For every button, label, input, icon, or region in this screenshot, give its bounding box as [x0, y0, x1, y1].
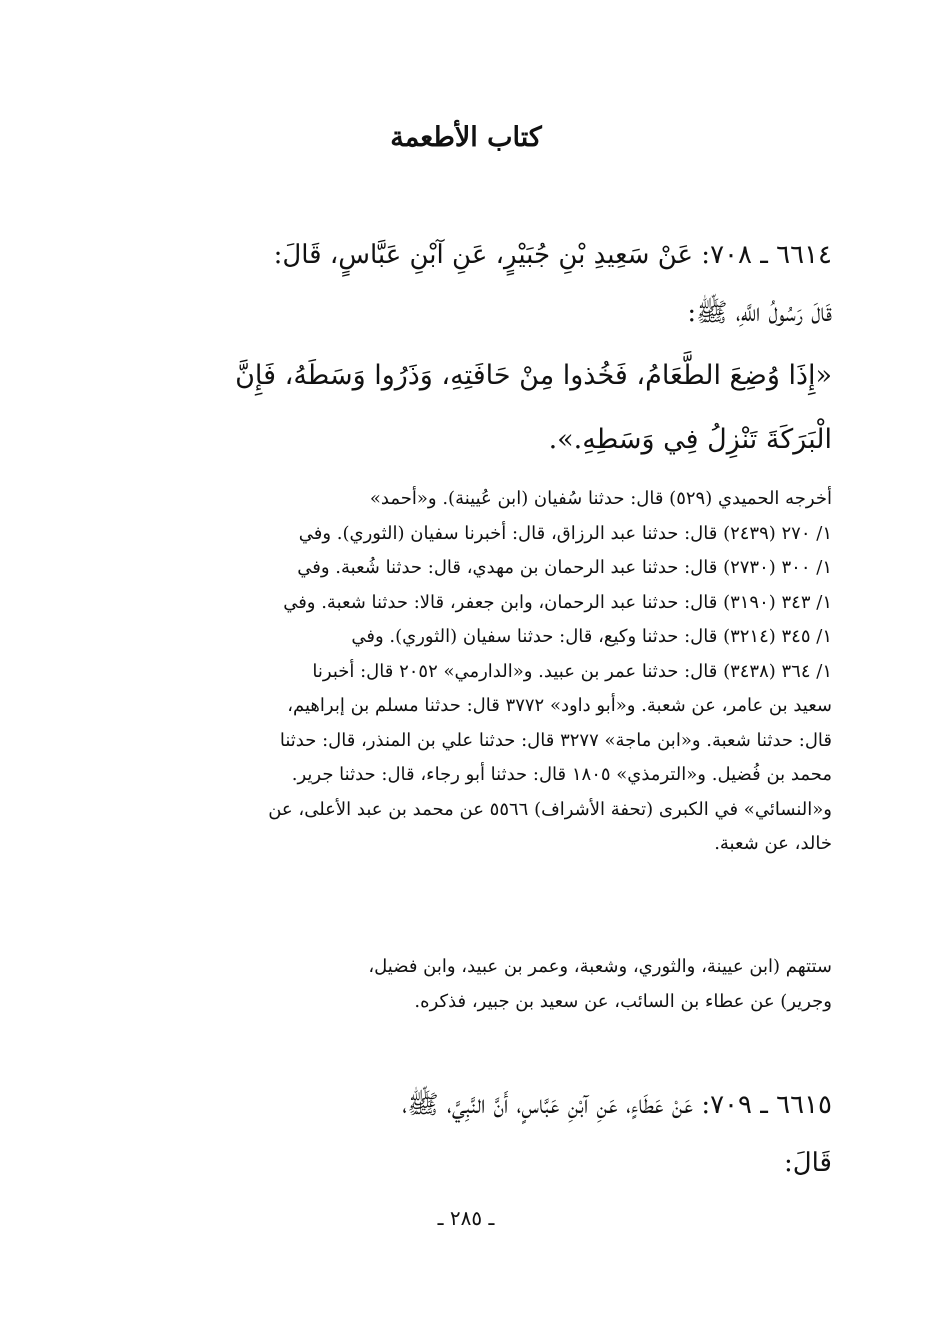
summary-line-1: ستتهم (ابن عيينة، والثوري، وشعبة، وعمر بن عبيد، وابن فضيل،	[368, 956, 832, 977]
takhrij-line-3: ١/ ٣٠٠ (٢٧٣٠) قال: حدثنا عبد الرحمان بن مهدي، قال: حدثنا شُعبة. وفي	[297, 557, 832, 578]
takhrij-line-2: ١/ ٢٧٠ (٢٤٣٩) قال: حدثنا عبد الرزاق، قال: أخبرنا سفيان (الثوري). وفي	[298, 522, 832, 544]
takhrij-line-9: محمد بن فُضيل. و«الترمذي» ١٨٠٥ قال: حدثنا أبو رجاء، قال: حدثنا جرير.	[291, 764, 832, 785]
page-number: ـ ٢٨٥ ـ	[437, 1206, 495, 1230]
takhrij-line-5: ١/ ٣٤٥ (٣٢١٤) قال: حدثنا وكيع، قال: حدثنا سفيان (الثوري). وفي	[351, 626, 832, 647]
takhrij-paragraph	[120, 482, 832, 862]
hadith-6615-isnad	[120, 1076, 832, 1192]
hadith-6614-line-2: قَالَ رَسُولُ اللَّهِ، ﷺ:	[687, 298, 832, 328]
takhrij-line-7: سعيد بن عامر، عن شعبة. و«أبو داود» ٣٧٧٢ قال: حدثنا مسلم بن إبراهيم،	[287, 695, 832, 716]
summary-line-2: وجرير) عن عطاء بن السائب، عن سعيد بن جبير، فذكره.	[414, 990, 832, 1012]
chapter-title: كتاب الأطعمة	[390, 122, 542, 153]
takhrij-line-8: قال: حدثنا شعبة. و«ابن ماجة» ٣٢٧٧ قال: حدثنا علي بن المنذر، قال: حدثنا	[279, 729, 832, 751]
matn-6614-line-2: الْبَرَكَةَ تَنْزِلُ فِي وَسَطِهِ.».	[548, 424, 832, 455]
hadith-6614-line-1: ٦٦١٤ ـ ٧٠٨: عَنْ سَعِيدِ بْنِ جُبَيْرٍ، عَنِ آبْنِ عَبَّاسٍ، قَالَ:	[273, 240, 832, 270]
hadith-6614-matn	[120, 344, 832, 472]
hadith-6615-line-1: ٦٦١٥ ـ ٧٠٩: عَنْ عَطَاءٍ، عَنِ آبْنِ عَبَّاسٍ، أَنَّ النَّبِيَّ، ﷺ،	[402, 1090, 832, 1120]
hadith-6615-line-2: قَالَ:	[783, 1148, 832, 1178]
takhrij-line-1: أخرجه الحميدي (٥٢٩) قال: حدثنا سُفيان (ابن عُيينة). و«أحمد»	[369, 488, 832, 509]
hadith-6614-isnad	[120, 226, 832, 342]
summary-paragraph	[120, 950, 832, 1019]
takhrij-line-10: و«النسائي» في الكبرى (تحفة الأشراف) ٥٥٦٦ عن محمد بن عبد الأعلى، عن	[268, 798, 832, 820]
takhrij-line-4: ١/ ٣٤٣ (٣١٩٠) قال: حدثنا عبد الرحمان، وابن جعفر، قالا: حدثنا شعبة. وفي	[283, 591, 832, 613]
takhrij-line-6: ١/ ٣٦٤ (٣٤٣٨) قال: حدثنا عمر بن عبيد. و«الدارمي» ٢٠٥٢ قال: أخبرنا	[312, 660, 832, 682]
matn-6614-line-1: «إِذَا وُضِعَ الطَّعَامُ، فَخُذوا مِنْ حَافَتِهِ، وَذَرُوا وَسَطَهُ، فَإِنَّ	[235, 360, 832, 391]
takhrij-line-11: خالد، عن شعبة.	[714, 833, 832, 854]
